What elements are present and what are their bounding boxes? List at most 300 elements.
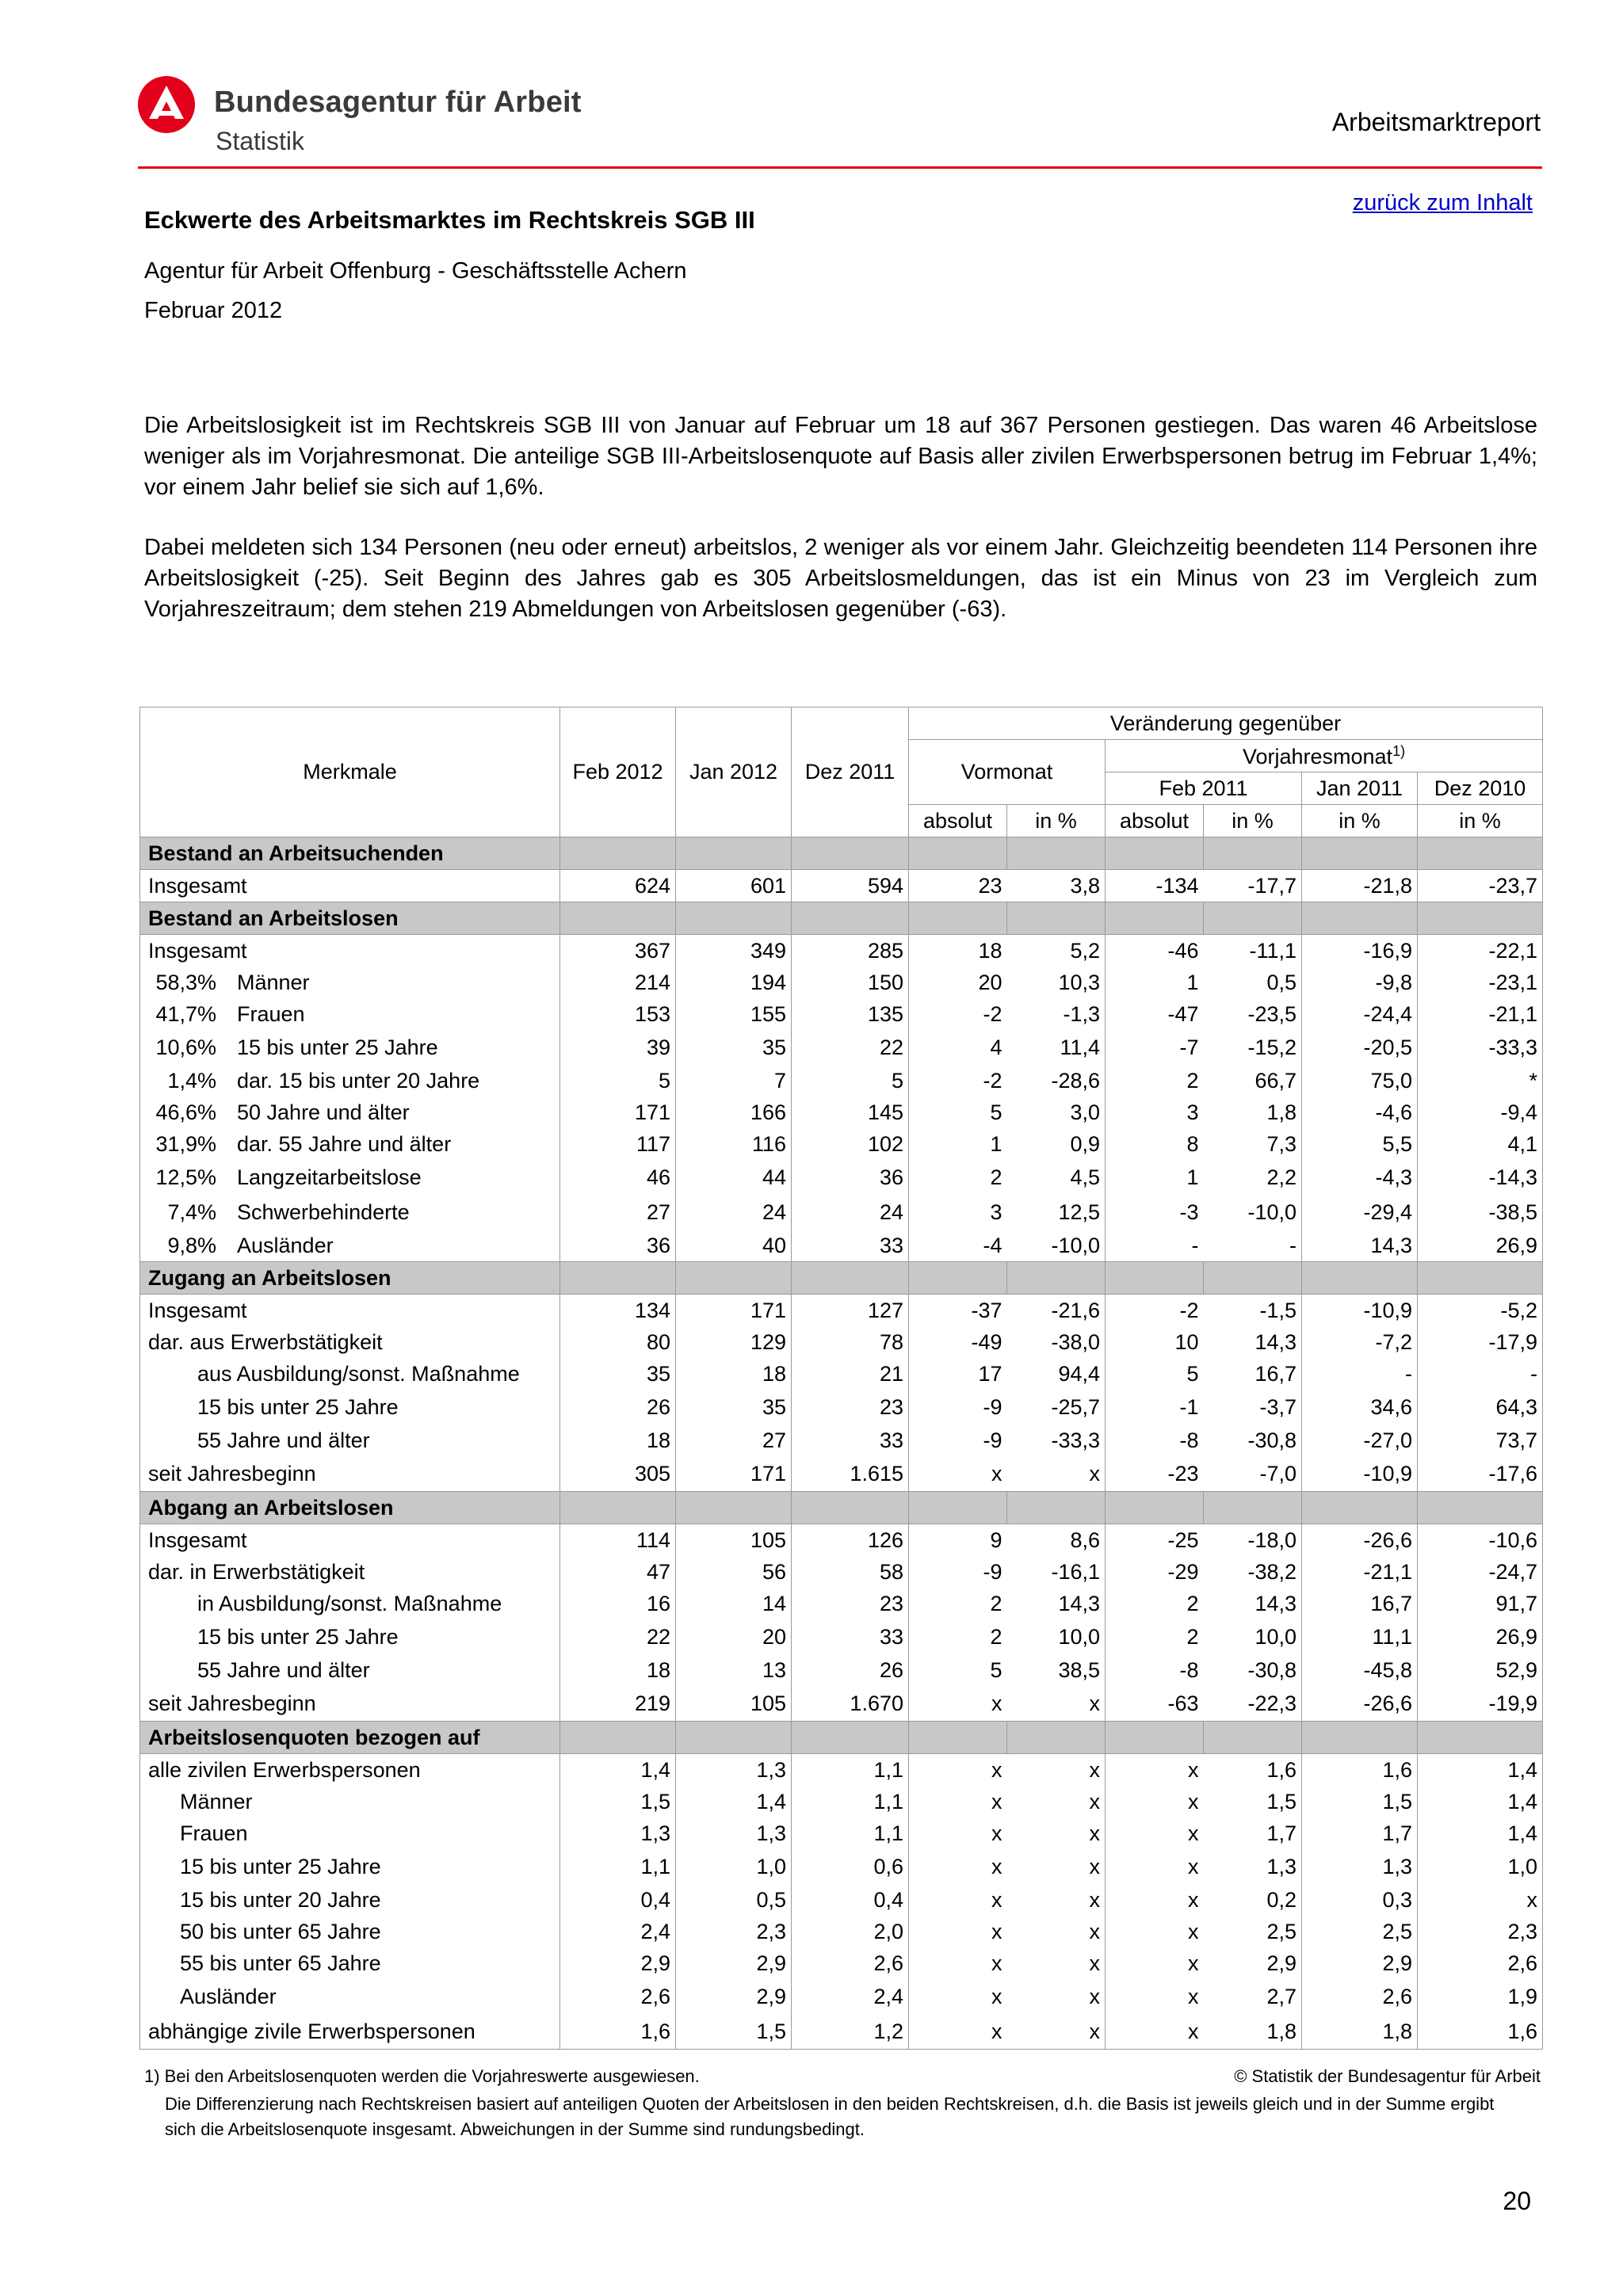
table-cell: 14 xyxy=(676,1588,792,1619)
table-cell: -33,3 xyxy=(1007,1425,1106,1456)
table-cell: -9,8 xyxy=(1302,967,1418,998)
section-fill-cell xyxy=(1106,1722,1204,1754)
table-cell: -8 xyxy=(1106,1425,1204,1456)
row-share-pct: 58,3% xyxy=(155,970,216,994)
table-cell: 102 xyxy=(792,1128,909,1160)
section-fill-cell xyxy=(1204,837,1302,870)
table-cell: 1,1 xyxy=(792,1817,909,1849)
table-cell: x xyxy=(1007,1456,1106,1492)
table-cell: 285 xyxy=(792,935,909,967)
table-cell: 26 xyxy=(560,1390,676,1425)
table-cell: x xyxy=(1106,2014,1204,2050)
row-label xyxy=(140,1884,560,1916)
table-cell: -21,8 xyxy=(1302,870,1418,902)
row-label xyxy=(140,1230,560,1262)
table-cell: -10,0 xyxy=(1007,1230,1106,1262)
table-cell: -47 xyxy=(1106,998,1204,1030)
row-label xyxy=(140,1786,560,1817)
table-cell: 94,4 xyxy=(1007,1358,1106,1390)
row-label xyxy=(140,967,560,998)
table-cell: 33 xyxy=(792,1619,909,1654)
table-cell: 116 xyxy=(676,1128,792,1160)
row-label-text: Insgesamt xyxy=(148,1298,247,1322)
section-header-row xyxy=(140,902,1543,935)
section-fill-cell xyxy=(1204,902,1302,935)
row-label-text: Insgesamt xyxy=(148,873,247,898)
table-cell: 80 xyxy=(560,1326,676,1358)
table-cell: 1,4 xyxy=(1418,1817,1543,1849)
table-row xyxy=(140,1030,1543,1065)
table-cell: 0,4 xyxy=(560,1884,676,1916)
table-row xyxy=(140,1947,1543,1979)
table-cell: -10,9 xyxy=(1302,1456,1418,1492)
table-row xyxy=(140,1358,1543,1390)
row-label xyxy=(140,998,560,1030)
report-period: Februar 2012 xyxy=(144,298,283,323)
table-cell: 1,5 xyxy=(676,2014,792,2050)
table-cell: 1,6 xyxy=(1302,1754,1418,1787)
table-cell: 64,3 xyxy=(1418,1390,1543,1425)
table-row xyxy=(140,1588,1543,1619)
row-label xyxy=(140,1588,560,1619)
section-fill-cell xyxy=(1418,1492,1543,1524)
table-cell: -25 xyxy=(1106,1524,1204,1557)
section-label: Bestand an Arbeitslosen xyxy=(140,902,560,935)
header-rule xyxy=(138,166,1542,169)
row-label-text: 15 bis unter 25 Jahre xyxy=(197,1394,399,1419)
table-cell: 73,7 xyxy=(1418,1425,1543,1456)
table-cell: -27,0 xyxy=(1302,1425,1418,1456)
table-cell: -14,3 xyxy=(1418,1160,1543,1195)
col-header-inpct-vormonat: in % xyxy=(1007,805,1106,837)
section-fill-cell xyxy=(1106,902,1204,935)
table-cell: 14,3 xyxy=(1204,1326,1302,1358)
col-header-inpct-dez2010: in % xyxy=(1418,805,1543,837)
table-cell: 171 xyxy=(560,1097,676,1128)
row-share-pct: 9,8% xyxy=(167,1233,216,1257)
table-cell: 10,3 xyxy=(1007,967,1106,998)
table-cell: 1,3 xyxy=(676,1817,792,1849)
vorjahresmonat-label: Vorjahresmonat xyxy=(1242,744,1393,769)
table-cell: 2,0 xyxy=(792,1916,909,1947)
row-label-text: 15 bis unter 25 Jahre xyxy=(180,1854,381,1878)
row-share-pct: 12,5% xyxy=(155,1165,216,1189)
table-cell: -15,2 xyxy=(1204,1030,1302,1065)
table-cell: 16 xyxy=(560,1588,676,1619)
table-cell: x xyxy=(1007,1849,1106,1884)
table-cell: -63 xyxy=(1106,1686,1204,1722)
section-fill-cell xyxy=(560,1262,676,1295)
table-cell: 0,5 xyxy=(1204,967,1302,998)
table-cell: x xyxy=(1106,1754,1204,1787)
section-fill-cell xyxy=(1106,1262,1204,1295)
table-cell: 9 xyxy=(909,1524,1007,1557)
table-cell: 26,9 xyxy=(1418,1230,1543,1262)
row-label xyxy=(140,1160,560,1195)
section-label: Bestand an Arbeitsuchenden xyxy=(140,837,560,870)
table-cell: x xyxy=(1418,1884,1543,1916)
row-label xyxy=(140,1295,560,1327)
section-fill-cell xyxy=(1204,1722,1302,1754)
table-cell: -29 xyxy=(1106,1556,1204,1588)
table-cell: 35 xyxy=(676,1030,792,1065)
col-header-feb2011: Feb 2011 xyxy=(1106,772,1302,805)
table-cell: 1 xyxy=(909,1128,1007,1160)
table-row xyxy=(140,1754,1543,1787)
copyright-note: © Statistik der Bundesagentur für Arbeit xyxy=(1234,2066,1541,2086)
table-cell: 14,3 xyxy=(1302,1230,1418,1262)
table-cell: 5 xyxy=(792,1065,909,1097)
section-fill-cell xyxy=(1302,837,1418,870)
row-label-text: Ausländer xyxy=(237,1233,334,1257)
table-cell: -45,8 xyxy=(1302,1654,1418,1686)
table-cell: 47 xyxy=(560,1556,676,1588)
labour-market-table xyxy=(139,707,1543,2050)
table-row xyxy=(140,1686,1543,1722)
table-cell: 1,6 xyxy=(1204,1754,1302,1787)
table-cell: 1,1 xyxy=(792,1754,909,1787)
section-fill-cell xyxy=(909,1262,1007,1295)
row-label-text: 55 Jahre und älter xyxy=(197,1428,370,1452)
table-cell: 1,5 xyxy=(1302,1786,1418,1817)
table-cell: x xyxy=(1106,1817,1204,1849)
table-cell: 18 xyxy=(560,1654,676,1686)
table-cell: -22,3 xyxy=(1204,1686,1302,1722)
section-fill-cell xyxy=(1418,1722,1543,1754)
table-cell: 127 xyxy=(792,1295,909,1327)
row-label-text: 15 bis unter 25 Jahre xyxy=(237,1035,438,1059)
table-cell: -21,1 xyxy=(1302,1556,1418,1588)
table-cell: 3,0 xyxy=(1007,1097,1106,1128)
section-fill-cell xyxy=(1418,1262,1543,1295)
row-label xyxy=(140,1979,560,2014)
table-cell: 7,3 xyxy=(1204,1128,1302,1160)
table-cell: 1,7 xyxy=(1204,1817,1302,1849)
table-cell: 367 xyxy=(560,935,676,967)
section-header-row xyxy=(140,1722,1543,1754)
table-cell: x xyxy=(1007,2014,1106,2050)
table-cell: -10,0 xyxy=(1204,1195,1302,1230)
table-cell: -23,5 xyxy=(1204,998,1302,1030)
table-cell: 1 xyxy=(1106,967,1204,998)
footnote-2: Die Differenzierung nach Rechtskreisen basiert auf anteiligen Quoten der Arbeitslosen in den beiden Rechtskreisen, d.h. die Basis ist jeweils gleich und in der Summe ergibt sich die Arbeitslosenquote insgesamt. Abweichungen in der Summe sind rundungsbedingt. xyxy=(165,2094,1495,2139)
table-row xyxy=(140,967,1543,998)
table-cell: 114 xyxy=(560,1524,676,1557)
section-fill-cell xyxy=(560,1722,676,1754)
section-header-row xyxy=(140,1262,1543,1295)
table-cell: 1,6 xyxy=(560,2014,676,2050)
table-cell: -4,6 xyxy=(1302,1097,1418,1128)
row-label-text: Männer xyxy=(237,970,310,994)
table-cell: 46 xyxy=(560,1160,676,1195)
section-fill-cell xyxy=(560,902,676,935)
table-cell: x xyxy=(1007,1754,1106,1787)
table-cell: 7 xyxy=(676,1065,792,1097)
table-cell: 2 xyxy=(909,1619,1007,1654)
table-cell: -9,4 xyxy=(1418,1097,1543,1128)
table-cell: 18 xyxy=(909,935,1007,967)
table-cell: 5 xyxy=(560,1065,676,1097)
section-fill-cell xyxy=(1302,902,1418,935)
table-row xyxy=(140,1456,1543,1492)
table-cell: 2,3 xyxy=(676,1916,792,1947)
table-cell: 1,3 xyxy=(560,1817,676,1849)
table-cell: 155 xyxy=(676,998,792,1030)
table-cell: 624 xyxy=(560,870,676,902)
row-label xyxy=(140,1358,560,1390)
row-label-text: 55 Jahre und älter xyxy=(197,1657,370,1682)
col-header-inpct-jan2011: in % xyxy=(1302,805,1418,837)
row-label xyxy=(140,1128,560,1160)
table-cell: 24 xyxy=(676,1195,792,1230)
section-label: Arbeitslosenquoten bezogen auf xyxy=(140,1722,560,1754)
table-cell: -21,6 xyxy=(1007,1295,1106,1327)
section-fill-cell xyxy=(676,837,792,870)
table-cell: x xyxy=(909,2014,1007,2050)
table-cell: x xyxy=(1106,1979,1204,2014)
back-to-contents-link[interactable]: zurück zum Inhalt xyxy=(1352,190,1533,215)
table-cell: 0,9 xyxy=(1007,1128,1106,1160)
table-cell: 22 xyxy=(560,1619,676,1654)
col-header-vormonat: Vormonat xyxy=(909,740,1106,805)
row-label-text: Ausländer xyxy=(180,1984,277,2008)
section-fill-cell xyxy=(792,837,909,870)
section-label: Zugang an Arbeitslosen xyxy=(140,1262,560,1295)
table-cell: 8,6 xyxy=(1007,1524,1106,1557)
table-cell: 214 xyxy=(560,967,676,998)
table-row xyxy=(140,1556,1543,1588)
table-cell: x xyxy=(1106,1916,1204,1947)
table-cell: 2,6 xyxy=(792,1947,909,1979)
table-cell: 35 xyxy=(560,1358,676,1390)
col-header-feb2012: Feb 2012 xyxy=(560,707,676,837)
table-cell: 13 xyxy=(676,1654,792,1686)
table-cell: 5 xyxy=(909,1097,1007,1128)
table-cell: 1,4 xyxy=(1418,1754,1543,1787)
table-cell: -11,1 xyxy=(1204,935,1302,967)
row-share-pct: 10,6% xyxy=(155,1035,216,1059)
table-cell: -28,6 xyxy=(1007,1065,1106,1097)
row-label xyxy=(140,1916,560,1947)
table-cell: 20 xyxy=(676,1619,792,1654)
table-cell: -23 xyxy=(1106,1456,1204,1492)
table-cell: - xyxy=(1418,1358,1543,1390)
section-fill-cell xyxy=(909,1722,1007,1754)
table-cell: 601 xyxy=(676,870,792,902)
table-cell: -46 xyxy=(1106,935,1204,967)
table-cell: 20 xyxy=(909,967,1007,998)
table-cell: -1 xyxy=(1106,1390,1204,1425)
section-fill-cell xyxy=(792,902,909,935)
row-label-text: 55 bis unter 65 Jahre xyxy=(180,1951,381,1975)
row-label xyxy=(140,2014,560,2050)
table-row xyxy=(140,1326,1543,1358)
table-cell: 2 xyxy=(1106,1065,1204,1097)
table-row xyxy=(140,935,1543,967)
table-cell: -8 xyxy=(1106,1654,1204,1686)
section-header-row xyxy=(140,837,1543,870)
table-cell: 1 xyxy=(1106,1160,1204,1195)
org-name: Bundesagentur für Arbeit xyxy=(214,86,582,119)
row-share-pct: 1,4% xyxy=(167,1068,216,1093)
table-cell: 2 xyxy=(909,1160,1007,1195)
table-row xyxy=(140,1295,1543,1327)
table-cell: 16,7 xyxy=(1302,1588,1418,1619)
table-cell: 66,7 xyxy=(1204,1065,1302,1097)
section-label: Abgang an Arbeitslosen xyxy=(140,1492,560,1524)
table-row xyxy=(140,2014,1543,2050)
table-cell: 35 xyxy=(676,1390,792,1425)
table-cell: -10,6 xyxy=(1418,1524,1543,1557)
table-cell: -16,1 xyxy=(1007,1556,1106,1588)
section-fill-cell xyxy=(1007,837,1106,870)
row-label xyxy=(140,1556,560,1588)
table-cell: -33,3 xyxy=(1418,1030,1543,1065)
table-row xyxy=(140,870,1543,902)
table-row xyxy=(140,998,1543,1030)
table-cell: -23,7 xyxy=(1418,870,1543,902)
table-cell: -20,5 xyxy=(1302,1030,1418,1065)
table-cell: 14,3 xyxy=(1204,1588,1302,1619)
table-cell: 2,6 xyxy=(1302,1979,1418,2014)
table-cell: 2,4 xyxy=(792,1979,909,2014)
row-label-text: 50 Jahre und älter xyxy=(237,1100,410,1124)
org-subtitle: Statistik xyxy=(216,127,305,155)
table-cell: 18 xyxy=(676,1358,792,1390)
table-row xyxy=(140,1884,1543,1916)
section-fill-cell xyxy=(792,1722,909,1754)
section-fill-cell xyxy=(676,1262,792,1295)
table-cell: x xyxy=(909,1849,1007,1884)
section-fill-cell xyxy=(1007,1262,1106,1295)
col-header-vorjahresmonat xyxy=(1106,740,1543,772)
row-label xyxy=(140,1817,560,1849)
row-label-text: Schwerbehinderte xyxy=(237,1199,410,1224)
row-label xyxy=(140,1947,560,1979)
footnote-1: 1) Bei den Arbeitslosenquoten werden die Vorjahreswerte ausgewiesen. xyxy=(144,2066,700,2086)
table-cell: 0,5 xyxy=(676,1884,792,1916)
row-label-text: 50 bis unter 65 Jahre xyxy=(180,1919,381,1943)
table-cell: 39 xyxy=(560,1030,676,1065)
table-cell: 22 xyxy=(792,1030,909,1065)
table-cell: x xyxy=(909,1686,1007,1722)
row-label-text: Frauen xyxy=(180,1821,248,1845)
row-label xyxy=(140,1390,560,1425)
table-cell: x xyxy=(1007,1947,1106,1979)
table-cell: x xyxy=(1007,1817,1106,1849)
table-cell: -7 xyxy=(1106,1030,1204,1065)
col-header-dez2010: Dez 2010 xyxy=(1418,772,1543,805)
table-cell: -25,7 xyxy=(1007,1390,1106,1425)
table-row xyxy=(140,1524,1543,1557)
table-cell: 1,1 xyxy=(560,1849,676,1884)
table-cell: 3,8 xyxy=(1007,870,1106,902)
col-header-dez2011: Dez 2011 xyxy=(792,707,909,837)
table-cell: -37 xyxy=(909,1295,1007,1327)
section-fill-cell xyxy=(792,1262,909,1295)
table-row xyxy=(140,1979,1543,2014)
row-label xyxy=(140,1097,560,1128)
table-cell: -24,4 xyxy=(1302,998,1418,1030)
col-header-jan2011: Jan 2011 xyxy=(1302,772,1418,805)
section-fill-cell xyxy=(676,1492,792,1524)
table-cell: 27 xyxy=(676,1425,792,1456)
section-fill-cell xyxy=(909,837,1007,870)
table-cell: -30,8 xyxy=(1204,1425,1302,1456)
table-cell: 171 xyxy=(676,1295,792,1327)
table-cell: -3 xyxy=(1106,1195,1204,1230)
table-cell: -16,9 xyxy=(1302,935,1418,967)
footnote-marker: 1) xyxy=(1392,742,1406,759)
table-cell: -2 xyxy=(1106,1295,1204,1327)
row-label xyxy=(140,1849,560,1884)
section-fill-cell xyxy=(560,1492,676,1524)
table-cell: 2,6 xyxy=(1418,1947,1543,1979)
table-cell: -17,6 xyxy=(1418,1456,1543,1492)
table-cell: 40 xyxy=(676,1230,792,1262)
table-cell: x xyxy=(1007,1786,1106,1817)
table-cell: 38,5 xyxy=(1007,1654,1106,1686)
row-label-text: Frauen xyxy=(237,1001,305,1026)
section-fill-cell xyxy=(560,837,676,870)
table-cell: 26,9 xyxy=(1418,1619,1543,1654)
table-cell: 91,7 xyxy=(1418,1588,1543,1619)
table-cell: 1.615 xyxy=(792,1456,909,1492)
row-label-text: dar. 15 bis unter 20 Jahre xyxy=(237,1068,480,1093)
table-cell: - xyxy=(1302,1358,1418,1390)
table-row xyxy=(140,1390,1543,1425)
row-label xyxy=(140,1456,560,1492)
table-cell: -17,7 xyxy=(1204,870,1302,902)
table-cell: 1,8 xyxy=(1302,2014,1418,2050)
report-name: Arbeitsmarktreport xyxy=(1331,108,1541,136)
col-header-absolut-vormonat: absolut xyxy=(909,805,1007,837)
col-header-jan2012: Jan 2012 xyxy=(676,707,792,837)
table-cell: x xyxy=(1106,1947,1204,1979)
table-cell: x xyxy=(909,1979,1007,2014)
table-row xyxy=(140,1097,1543,1128)
table-cell: 2,5 xyxy=(1302,1916,1418,1947)
table-cell: 75,0 xyxy=(1302,1065,1418,1097)
table-cell: -134 xyxy=(1106,870,1204,902)
table-cell: 2,5 xyxy=(1204,1916,1302,1947)
table-cell: 23 xyxy=(792,1588,909,1619)
table-cell: -2 xyxy=(909,1065,1007,1097)
col-header-merkmale: Merkmale xyxy=(140,707,560,837)
table-cell: 0,3 xyxy=(1302,1884,1418,1916)
summary-paragraph-2: Dabei meldeten sich 134 Personen (neu oder erneut) arbeitslos, 2 weniger als vor einem Jahr. Gleichzeitig beendeten 114 Personen ihre Arbeitslosigkeit (-25). Seit Beginn des Jahres gab es 305 Arbeitslosmeldungen, das ist ein Minus von 23 im Vergleich zum Vorjahreszeitraum; dem stehen 219 Abmeldungen von Arbeitslosen gegenüber (-63). xyxy=(144,535,1537,622)
table-cell: 2,9 xyxy=(560,1947,676,1979)
table-cell: 1,7 xyxy=(1302,1817,1418,1849)
table-cell: 1,4 xyxy=(1418,1786,1543,1817)
table-cell: x xyxy=(909,1817,1007,1849)
table-cell: -10,9 xyxy=(1302,1295,1418,1327)
table-cell: -4,3 xyxy=(1302,1160,1418,1195)
table-cell: 594 xyxy=(792,870,909,902)
table-cell: 135 xyxy=(792,998,909,1030)
table-cell: -7,2 xyxy=(1302,1326,1418,1358)
table-cell: x xyxy=(909,1754,1007,1787)
table-cell: -9 xyxy=(909,1556,1007,1588)
table-cell: -29,4 xyxy=(1302,1195,1418,1230)
row-label xyxy=(140,1654,560,1686)
table-cell: 1,3 xyxy=(1204,1849,1302,1884)
table-cell: x xyxy=(909,1947,1007,1979)
table-cell: 134 xyxy=(560,1295,676,1327)
table-cell: 11,4 xyxy=(1007,1030,1106,1065)
row-label-text: Insgesamt xyxy=(148,1527,247,1552)
table-cell: -18,0 xyxy=(1204,1524,1302,1557)
